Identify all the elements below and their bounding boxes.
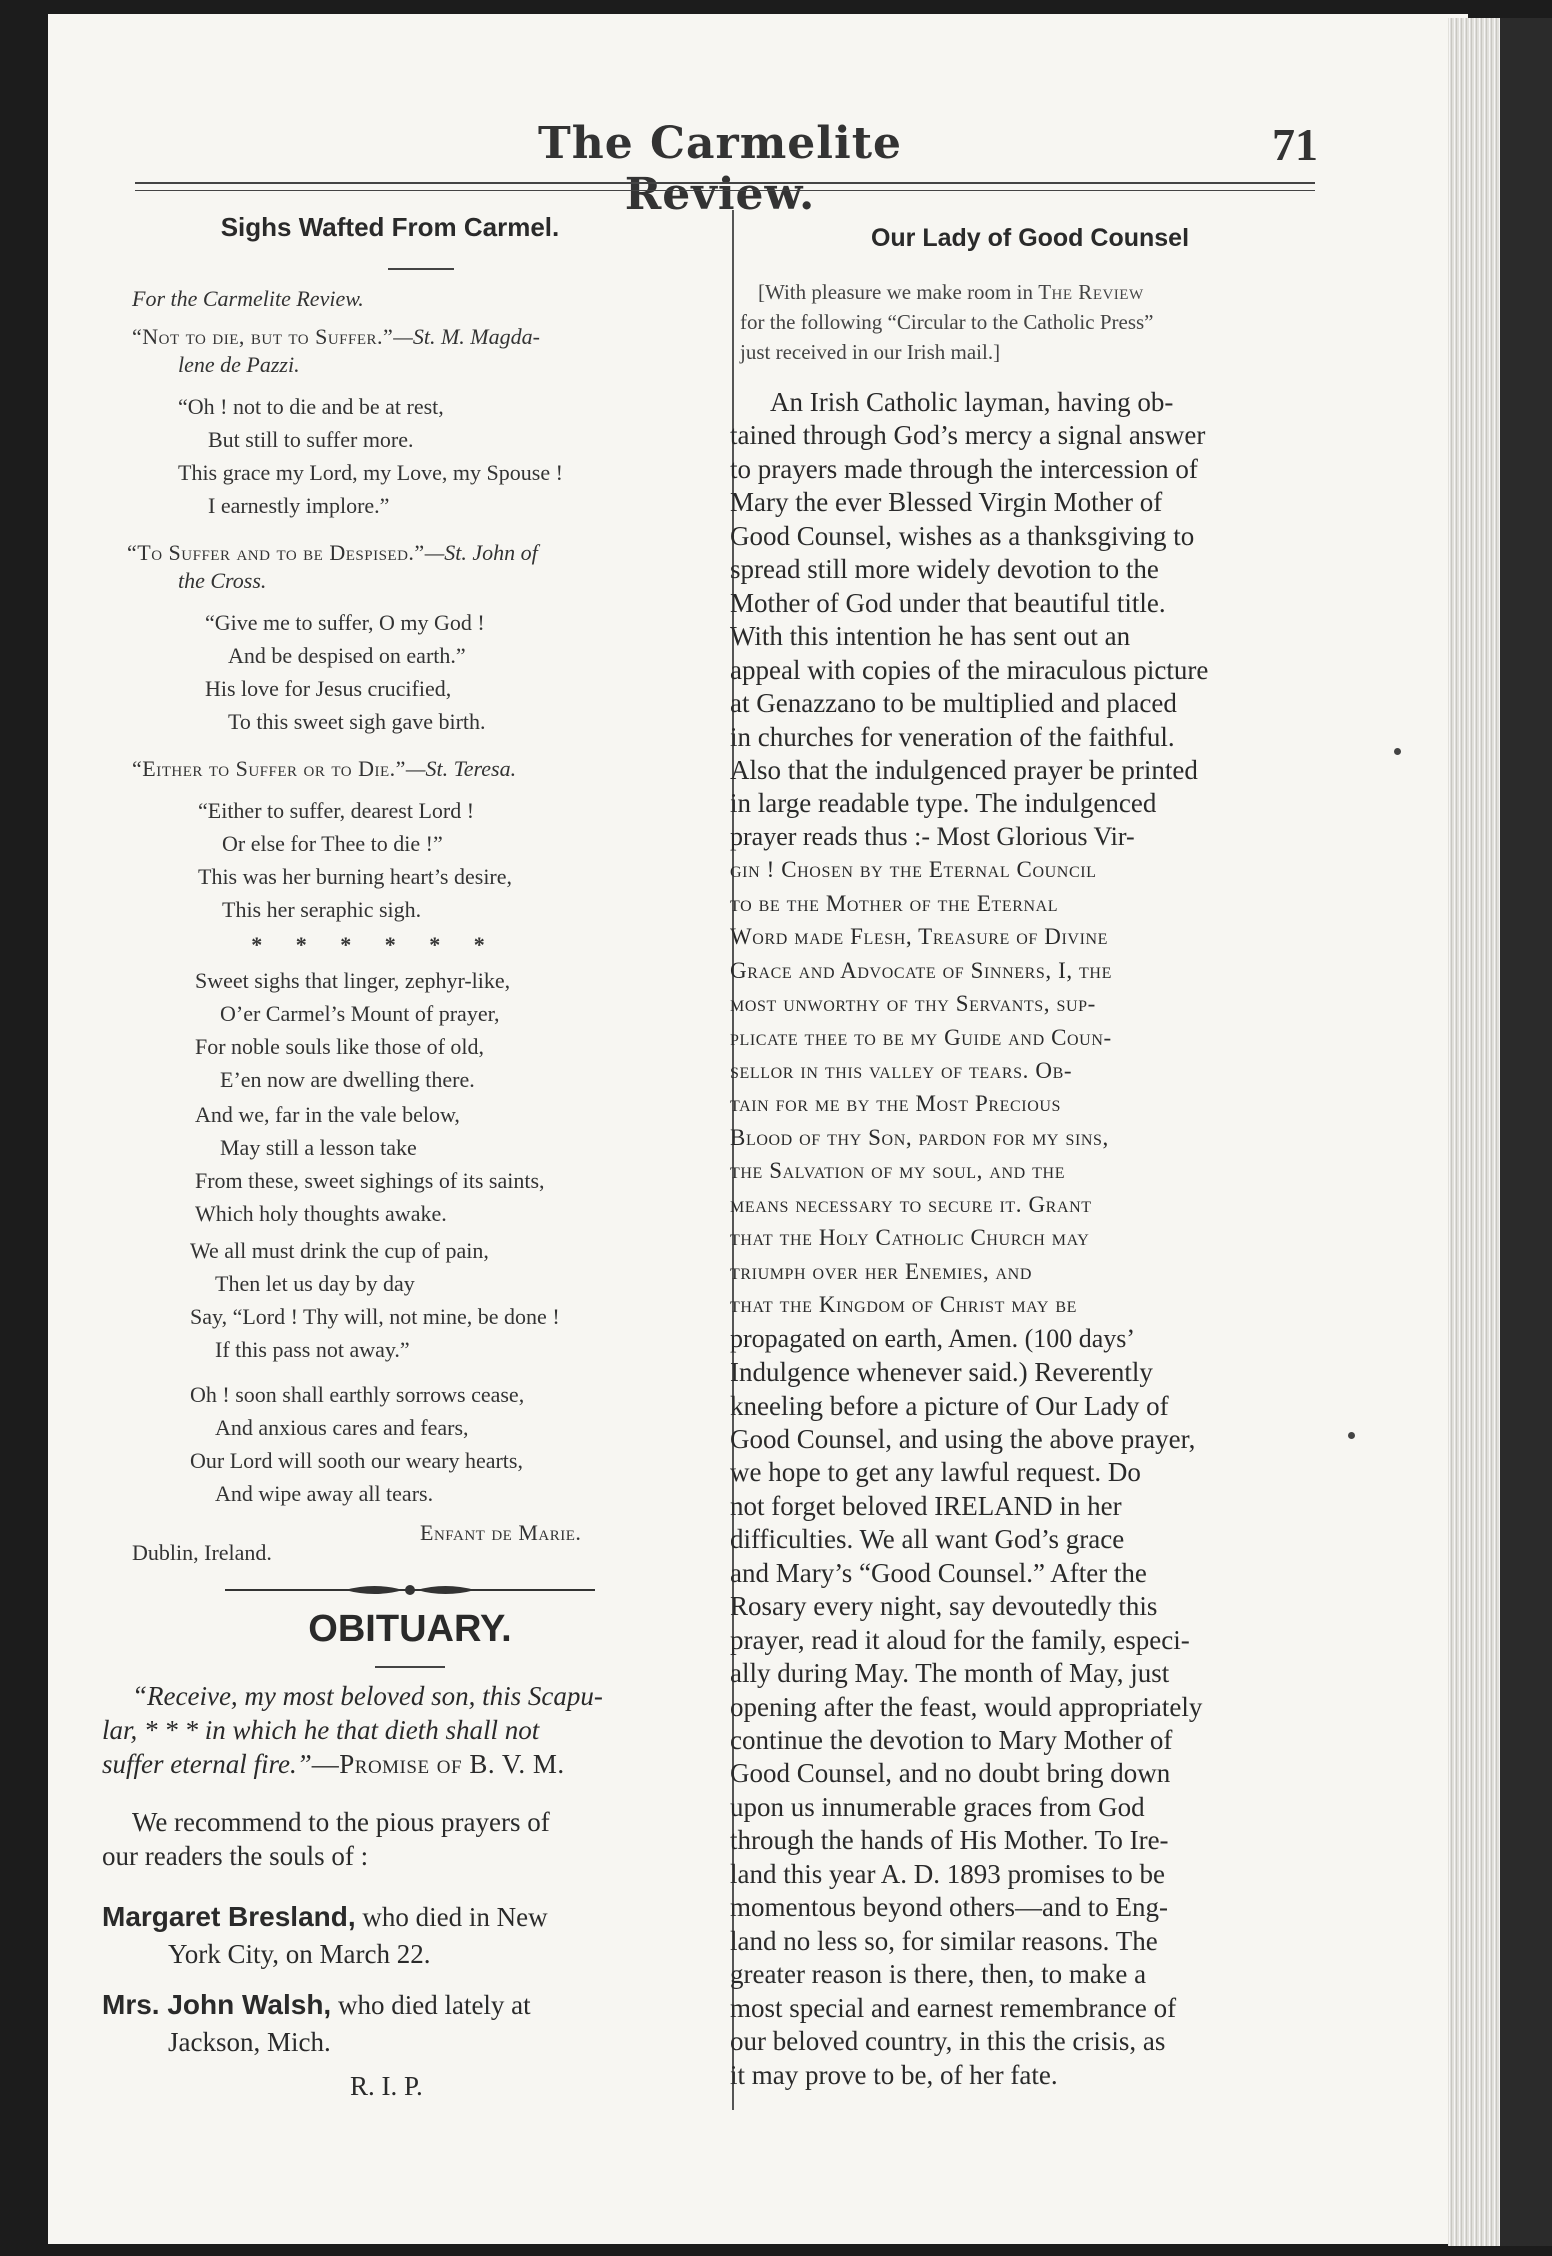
article-body-line: to prayers made through the intercession of xyxy=(730,453,1198,484)
obituary-quote-line: “Receive, my most beloved son, this Scapu- xyxy=(132,1681,603,1711)
poem-line: E’en now are dwelling there. xyxy=(220,1067,475,1092)
article-body-line: sellor in this valley of tears. Ob- xyxy=(730,1058,1073,1083)
poem-title: Sighs Wafted From Carmel. xyxy=(220,212,560,242)
obituary-entry-line: Jackson, Mich. xyxy=(168,2027,331,2057)
poem-line: Or else for Thee to die !” xyxy=(222,831,443,856)
article-note-line: for the following “Circular to the Catholic Press” xyxy=(740,310,1154,334)
obituary-title: OBITUARY. xyxy=(308,1608,512,1650)
epigraph-line: the Cross. xyxy=(178,568,267,593)
epigraph-line: “Either to Suffer or to Die.”—St. Teresa. xyxy=(132,756,517,781)
poem-line: This grace my Lord, my Love, my Spouse ! xyxy=(178,460,563,485)
epigraph-line: lene de Pazzi. xyxy=(178,352,300,377)
article-body-line: difficulties. We all want God’s grace xyxy=(730,1524,1125,1555)
article-body-line: Rosary every night, say devoutedly this xyxy=(730,1591,1158,1622)
article-body-line: to be the Mother of the Eternal xyxy=(730,890,1059,916)
article-body-line: Good Counsel, and using the above prayer, xyxy=(730,1423,1196,1454)
background-shadow xyxy=(1500,18,1552,2246)
poem-line: And anxious cares and fears, xyxy=(215,1415,469,1440)
article-body-line: not forget beloved IRELAND in her xyxy=(730,1490,1122,1521)
running-title: The Carmelite Review. xyxy=(537,118,903,220)
article-body-line: continue the devotion to Mary Mother of xyxy=(730,1725,1173,1755)
obituary-intro-line: our readers the souls of : xyxy=(102,1841,369,1871)
article-title: Our Lady of Good Counsel xyxy=(870,224,1190,252)
article-body-line: An Irish Catholic layman, having ob- xyxy=(770,387,1174,417)
article-body-line: through the hands of His Mother. To Ire- xyxy=(730,1825,1169,1856)
article-body-line: prayer, read it aloud for the family, especi- xyxy=(730,1624,1190,1655)
article-body-line: the Salvation of my soul, and the xyxy=(730,1158,1066,1184)
poem-line: Say, “Lord ! Thy will, not mine, be done ! xyxy=(190,1304,560,1329)
article-body-line: in churches for veneration of the faithful. xyxy=(730,721,1175,752)
article-body-line: plicate thee to be my Guide and Coun- xyxy=(730,1024,1112,1050)
article-body-line: triumph over her Enemies, and xyxy=(730,1258,1032,1284)
article-body-line: ally during May. The month of May, just xyxy=(730,1658,1170,1689)
article-body-line: Word made Flesh, Treasure of Divine xyxy=(730,924,1109,950)
article-body-line: kneeling before a picture of Our Lady of xyxy=(730,1390,1169,1421)
article-body-line: in large readable type. The indulgenced xyxy=(730,788,1157,819)
obituary-name: Margaret Bresland, xyxy=(102,1901,356,1932)
poem-line: To this sweet sigh gave birth. xyxy=(228,709,486,734)
header-rule-top xyxy=(135,182,1315,184)
poem-line: And be despised on earth.” xyxy=(228,643,466,668)
article-body-line: upon us innumerable graces from God xyxy=(730,1791,1145,1822)
article-body-line: that the Kingdom of Christ may be xyxy=(730,1292,1078,1318)
article-note-line: just received in our Irish mail.] xyxy=(740,340,1001,364)
article-body-line: prayer reads thus :- Most Glorious Vir- xyxy=(730,821,1135,851)
article-body-line: at Genazzano to be multiplied and placed xyxy=(730,688,1177,719)
poem-line: O’er Carmel’s Mount of prayer, xyxy=(220,1001,500,1026)
poem-place: Dublin, Ireland. xyxy=(132,1540,272,1565)
article-body-line: Grace and Advocate of Sinners, I, the xyxy=(730,957,1112,983)
stars-separator: * * * * * * xyxy=(251,932,499,957)
poem-line: And we, far in the vale below, xyxy=(195,1102,460,1127)
article-body-line: land this year A. D. 1893 promises to be xyxy=(730,1858,1165,1889)
article-body-line: our beloved country, in this the crisis, as xyxy=(730,2026,1166,2057)
article-body-line: land no less so, for similar reasons. The xyxy=(730,1925,1158,1956)
article-body-line: Indulgence whenever said.) Reverently xyxy=(730,1357,1153,1388)
poem-line: “Give me to suffer, O my God ! xyxy=(205,610,485,635)
article-body-line: Good Counsel, wishes as a thanksgiving to xyxy=(730,520,1195,551)
ornamental-rule xyxy=(225,1580,595,1600)
poem-source: For the Carmelite Review. xyxy=(132,286,364,311)
article-body-line: it may prove to be, of her fate. xyxy=(730,2059,1058,2090)
poem-line: From these, sweet sighings of its saints, xyxy=(195,1168,545,1193)
article-body-line: most unworthy of thy Servants, sup- xyxy=(730,991,1096,1017)
poem-line: We all must drink the cup of pain, xyxy=(190,1238,489,1263)
article-body-line: Good Counsel, and no doubt bring down xyxy=(730,1758,1171,1789)
poem-line: Oh ! soon shall earthly sorrows cease, xyxy=(190,1382,525,1407)
poem-line: And wipe away all tears. xyxy=(215,1481,434,1506)
poem-line: May still a lesson take xyxy=(220,1135,417,1160)
obituary-entry: Margaret Bresland, who died in New xyxy=(102,1901,548,1932)
obituary-entry-line: York City, on March 22. xyxy=(168,1939,431,1969)
poem-line: Then let us day by day xyxy=(215,1271,415,1296)
article-body-line: means necessary to secure it. Grant xyxy=(730,1191,1092,1217)
page-speck xyxy=(1348,1432,1355,1439)
article-body-line: Mary the ever Blessed Virgin Mother of xyxy=(730,487,1163,518)
poem-line: This her seraphic sigh. xyxy=(222,897,422,922)
page-edges xyxy=(1448,18,1500,2246)
poem-line: Our Lord will sooth our weary hearts, xyxy=(190,1448,523,1473)
poem-line: But still to suffer more. xyxy=(208,427,414,452)
obituary-name: Mrs. John Walsh, xyxy=(102,1989,332,2020)
article-note-line: [With pleasure we make room in The Review xyxy=(758,280,1144,304)
article-body-line: momentous beyond others—and to Eng- xyxy=(730,1892,1168,1923)
article-body-line: we hope to get any lawful request. Do xyxy=(730,1457,1141,1488)
obituary-intro-line: We recommend to the pious prayers of xyxy=(132,1807,550,1837)
poem-line: I earnestly implore.” xyxy=(208,493,390,518)
poem-line: If this pass not away.” xyxy=(215,1337,410,1362)
page-speck xyxy=(1394,748,1401,755)
obituary-quote-line: suffer eternal fire.”—Promise of B. V. M. xyxy=(102,1749,565,1779)
poem-line: “Oh ! not to die and be at rest, xyxy=(178,394,444,419)
obituary-entry: Mrs. John Walsh, who died lately at xyxy=(102,1989,531,2020)
article-body-line: With this intention he has sent out an xyxy=(730,621,1131,652)
article-body-line: Blood of thy Son, pardon for my sins, xyxy=(730,1124,1109,1150)
article-body-line: greater reason is there, then, to make a xyxy=(730,1959,1147,1990)
obituary-rule xyxy=(375,1666,445,1668)
obituary-quote-line: lar, * * * in which he that dieth shall not xyxy=(102,1715,540,1745)
poem-line: “Either to suffer, dearest Lord ! xyxy=(198,798,475,823)
header-rule-bottom xyxy=(135,190,1315,191)
poem-line: Which holy thoughts awake. xyxy=(195,1201,447,1226)
article-body-line: and Mary’s “Good Counsel.” After the xyxy=(730,1557,1147,1588)
article-body-line: tained through God’s mercy a signal answer xyxy=(730,420,1206,451)
article-body-line: tain for me by the Most Precious xyxy=(730,1091,1062,1117)
poem-line: Sweet sighs that linger, zephyr-like, xyxy=(195,968,511,993)
article-body-line: opening after the feast, would appropriately xyxy=(730,1691,1203,1722)
epigraph-line: “Not to die, but to Suffer.”—St. M. Magda- xyxy=(132,324,540,349)
article-body-line: gin ! Chosen by the Eternal Council xyxy=(730,857,1097,883)
article-body-line: spread still more widely devotion to the xyxy=(730,554,1159,585)
article-body-line: propagated on earth, Amen. (100 days’ xyxy=(730,1323,1136,1353)
epigraph-line: “To Suffer and to be Despised.”—St. John of xyxy=(127,540,538,565)
article-body-line: most special and earnest remembrance of xyxy=(730,1992,1177,2023)
obituary-closing: R. I. P. xyxy=(350,2071,423,2101)
poem-line: This was her burning heart’s desire, xyxy=(198,864,513,889)
poem-signature: Enfant de Marie. xyxy=(420,1520,582,1545)
poem-line: His love for Jesus crucified, xyxy=(205,676,452,701)
article-body-line: appeal with copies of the miraculous picture xyxy=(730,654,1209,685)
poem-title-rule xyxy=(388,268,454,270)
article-body-line: Mother of God under that beautiful title. xyxy=(730,587,1166,618)
article-body-line: Also that the indulgenced prayer be printed xyxy=(730,754,1198,785)
page-number: 71 xyxy=(1272,119,1318,170)
poem-line: For noble souls like those of old, xyxy=(195,1034,485,1059)
article-body-line: that the Holy Catholic Church may xyxy=(730,1225,1090,1251)
